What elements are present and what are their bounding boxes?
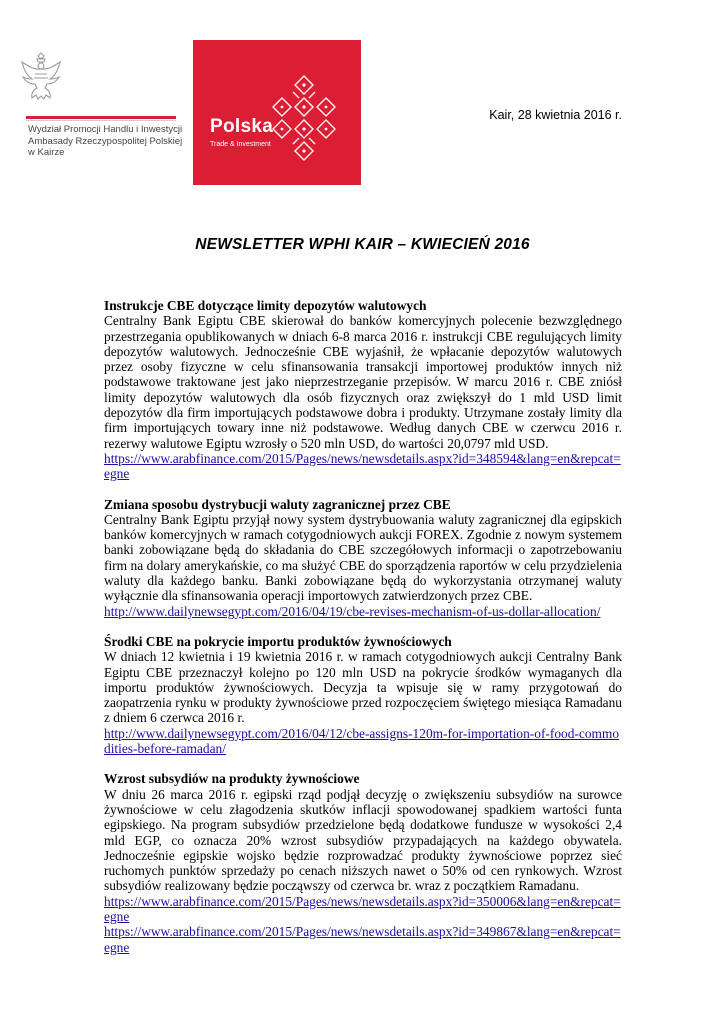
source-link[interactable]: http://www.dailynewsegypt.com/2016/04/12/cbe-assigns-120m-for-importation-of-food-commodities-before-ramadan/ [104,725,620,757]
section-heading: Instrukcje CBE dotyczące limity depozytów walutowych [104,298,427,313]
logo-title: Polska [210,116,274,137]
section-body: W dniu 26 marca 2016 r. egipski rząd podjął decyzję o zwiększeniu subsydiów na surowce żywnościowe w celu złagodzenia skutków inflacji spowodowanej spadkiem wartości funta egipskiego. Na program subsydiów przedzielone będą dodatkowe fundusze w wysokości 2,4 mld EGP, co oznacza 20% wzrost subsydiów przypadających na każdego obywatela. Jednocześnie egipskie wojsko będzie rozprowadzać produkty żywnościowe poprzez sieć ruchomych punktów sprzedaży po cenach niższych nawet o 50% od cen rynkowych. Wzrost subsydiów realizowany będzie począwszy od czerwca br. wraz z początkiem Ramadanu. [104,786,622,894]
ministry-line: Wydział Promocji Handlu i Inwestycji [28,124,183,135]
gray-divider [26,120,176,121]
polska-logo [193,40,361,185]
section-heading: Środki CBE na pokrycie importu produktów żywnościowych [104,633,452,649]
news-section [104,497,622,619]
source-link[interactable]: https://www.arabfinance.com/2015/Pages/news/newsdetails.aspx?id=349867&lang=en&repcat=egne [104,924,621,955]
newsletter-content [104,298,622,970]
section-heading: Zmiana sposobu dystrybucji waluty zagranicznej przez CBE [104,496,451,512]
section-body: W dniach 12 kwietnia i 19 kwietnia 2016 r. w ramach cotygodniowych aukcji Centralny Bank Egiptu CBE przeznaczył kolejno po 120 mln USD na pokrycie środków wymaganych dla importu produktów żywnościowych. Decyzja ta wpisuje się w ramy przygotowań do zaopatrzenia rynku w produkty żywnościowe przed rozpoczęciem świętego miesiąca Ramadanu z dniem 6 czerwca 2016 r. [104,649,622,726]
source-link[interactable]: http://www.dailynewsegypt.com/2016/04/19/cbe-revises-mechanism-of-us-dollar-allocation/ [104,603,601,619]
section-heading: Wzrost subsydiów na produkty żywnościowe [104,771,360,787]
document-date: Kair, 28 kwietnia 2016 r. [489,108,622,122]
ministry-line: w Kairze [28,147,65,158]
source-link[interactable]: https://www.arabfinance.com/2015/Pages/news/newsdetails.aspx?id=348594&lang=en&repcat=egne [104,450,621,482]
polish-eagle-emblem-icon [18,52,64,104]
news-section [104,634,622,756]
section-body: Centralny Bank Egiptu przyjął nowy system dystrybuowania waluty zagranicznej dla egipskich banków komercyjnych w ramach cotygodniowych aukcji FOREX. Zgodnie z nowym systemem banki zobowiązane będą do składania do CBE szczegółowych informacji o zapotrzebowaniu firm na dolary amerykańskie, co ma służyć CBE do sporządzenia raportów w celu przydzielenia waluty dla każdego banku. Banki zobowiązane będą do wykorzystania otrzymanej waluty wyłącznie dla sfinansowania operacji importowych zatwierdzonych przez CBE. [104,511,622,604]
ministry-name [28,124,198,159]
newsletter-title: NEWSLETTER WPHI KAIR – KWIECIEŃ 2016 [195,236,530,253]
news-section [104,771,622,955]
source-link[interactable]: https://www.arabfinance.com/2015/Pages/news/newsdetails.aspx?id=350006&lang=en&repcat=egne [104,893,621,924]
ministry-line: Ambasady Rzeczypospolitej Polskiej [28,135,183,147]
news-section [104,298,622,482]
logo-subtitle: Trade & Investment [210,141,271,148]
red-divider [26,116,176,119]
section-body: Centralny Bank Egiptu CBE skierował do banków komercyjnych polecenie bezwzględnego przestrzegania opublikowanych w dniach 6-8 marca 2016 r. instrukcji CBE regulujących limity depozytów walutowych. Jednocześnie CBE wyjaśnił, że wpłacanie depozytów walutowych przez osoby fizyczne w celu sfinansowania transakcji importowej produktów innych niż podstawowe traktowane jest jako nieprzestrzeganie przepisów. W marcu 2016 r. CBE zniósł limity depozytów walutowych dla osób fizycznych oraz zwiększył do 1 mld USD limit depozytów dla firm importujących podstawowe dobra i produkty. Utrzymane zostały limity dla firm importujących towary inne niż podstawowe. Według danych CBE w czerwcu 2016 r. rezerwy walutowe Egiptu wzrosły o 520 mln USD, do wartości 20,0797 mld USD. [104,313,622,451]
